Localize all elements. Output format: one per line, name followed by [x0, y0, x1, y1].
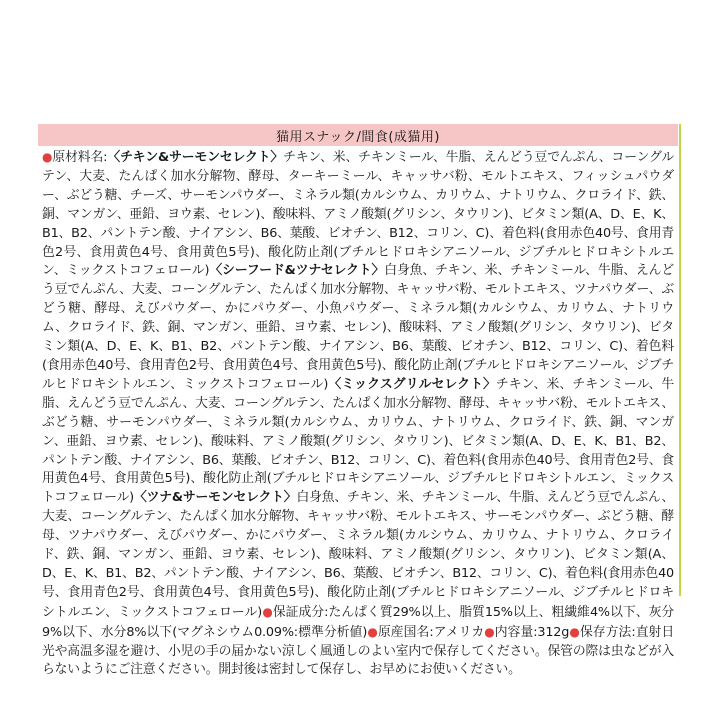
- storage-label: 保存方法:: [579, 624, 636, 640]
- content-value: 312g: [537, 624, 570, 640]
- bullet-icon: ●: [569, 624, 580, 639]
- storage-text: 直射日光や高温多湿を避け、小児の手の届かない涼しく風通しのよい室内で保存してください。保管の際は虫などが入らないようにご注意ください。開封後は密封して保存し、お早めにお使いください。: [42, 624, 674, 678]
- label-title: 猫用スナック/間食(成猫用): [275, 129, 440, 145]
- ingredients-label: 原材料名:: [52, 150, 108, 165]
- origin-value: アメリカ: [433, 624, 485, 640]
- side-accent-rule: [679, 124, 681, 596]
- section-text-tuna-salmon: 白身魚、チキン、米、チキンミール、牛脂、えんどう豆でんぷん、大麦、コーングルテン、たんぱく加水分解物、キャッサバ粉、モルトエキス、サーモンパウダー、ぶどう糖、酵母、ツナパウダー、えびパウダー、かにパウダー、ミネラル類(カルシウム、カリウム、ナトリウム、クロライド、鉄、銅、マンガン、亜鉛、ヨウ素、セレン)、酸味料、アミノ酸類(グリシン、タウリン)、ビタミン類(A、D、E、K、B1、B2、パントテン酸、ナイアシン、B6、葉酸、ビオチン、B12、コリン、C)、着色料(食用赤色40号、食用青色2号、食用黄色4号、食用黄色5号)、酸化防止剤(ブチルヒドロキシアニソール、ジブチルヒドロキシトルエン、ミックストコフェロール): [42, 490, 674, 620]
- section-text-mixed-grill: チキン、米、チキンミール、牛脂、えんどう豆でんぷん、大麦、コーングルテン、たんぱく加水分解物、酵母、キャッサバ粉、モルトエキス、ぶどう糖、サーモンパウダー、ミネラル類(カルシウム、カリウム、ナトリウム、クロライド、鉄、銅、マンガン、亜鉛、ヨウ素、セレン)、酸味料、アミノ酸類(グリシン、タウリン)、ビタミン類(A、D、E、K、B1、B2、パントテン酸、ナイアシン、B6、葉酸、ビオチン、B12、コリン、C)、着色料(食用赤色40号、食用青色2号、食用黄色4号、食用黄色5号)、酸化防止剤(ブチルヒドロキシアニソール、ジブチルヒドロキシトルエン、ミックストコフェロール): [42, 376, 675, 506]
- label-body: [42, 148, 674, 680]
- bullet-icon: ●: [484, 624, 495, 639]
- label-header: [38, 124, 678, 146]
- guarantee-label: 保証成分:: [272, 604, 329, 620]
- bullet-icon: ●: [367, 624, 378, 639]
- section-name-seafood-tuna: 〈シーフード&ツナセレクト〉: [209, 263, 385, 279]
- origin-label: 原産国名:: [377, 624, 434, 640]
- section-text-chicken-salmon: チキン、米、チキンミール、牛脂、えんどう豆でんぷん、コーングルテン、大麦、たんぱく加水分解物、酵母、ターキーミール、キャッサバ粉、モルトエキス、フィッシュパウダー、ぶどう糖、チーズ、サーモンパウダー、ミネラル類(カルシウム、カリウム、ナトリウム、クロライド、鉄、銅、マンガン、亜鉛、ヨウ素、セレン)、酸味料、アミノ酸類(グリシン、タウリン)、ビタミン類(A、D、E、K、B1、B2、パントテン酸、ナイアシン、B6、葉酸、ビオチン、B12、コリン、C)、着色料(食用赤色40号、食用青色2号、食用黄色4号、食用黄色5号)、酸化防止剤(ブチルヒドロキシアニソール、ジブチルヒドロキシトルエン、ミックストコフェロール): [42, 150, 674, 279]
- product-label-panel: [38, 124, 678, 678]
- content-label: 内容量:: [494, 624, 538, 640]
- guarantee-text: たんぱく質29%以上、脂質15%以上、粗繊維4%以下、灰分9%以下、水分8%以下(マグネシウム0.09%:標準分析値): [42, 604, 675, 640]
- bullet-icon: ●: [262, 604, 273, 619]
- section-name-chicken-salmon: 〈チキン&サーモンセレクト〉: [107, 150, 284, 165]
- bullet-icon: ●: [42, 150, 53, 164]
- section-name-tuna-salmon: 〈ツナ&サーモンセレクト〉: [133, 490, 297, 506]
- section-text-seafood-tuna: 白身魚、チキン、米、チキンミール、牛脂、えんどう豆でんぷん、大麦、コーングルテン、たんぱく加水分解物、キャッサバ粉、モルトエキス、ツナパウダー、ぶどう糖、酵母、えびパウダー、かにパウダー、小魚パウダー、ミネラル類(カルシウム、カリウム、ナトリウム、クロライド、鉄、銅、マンガン、亜鉛、ヨウ素、セレン)、酸味料、アミノ酸類(グリシン、タウリン)、ビタミン類(A、D、E、K、B1、B2、パントテン酸、ナイアシン、B6、葉酸、ビオチン、B12、コリン、C)、着色料(食用赤色40号、食用青色2号、食用黄色4号、食用黄色5号)、酸化防止剤(ブチルヒドロキシアニソール、ジブチルヒドロキシトルエン、ミックストコフェロール): [42, 263, 674, 392]
- section-name-mixed-grill: 〈ミックスグリルセレクト〉: [328, 376, 496, 392]
